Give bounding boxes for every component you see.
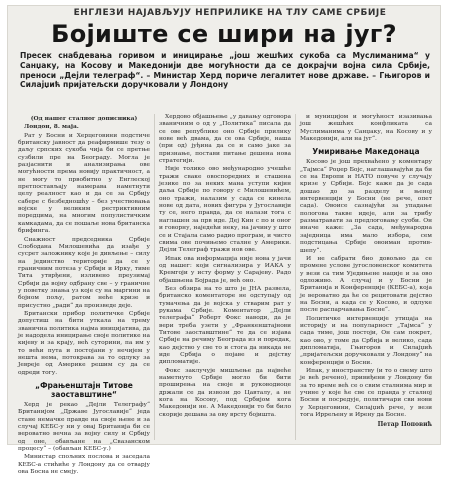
column-rule <box>295 114 296 440</box>
paragraph: Снажност председника Србије Слободана Милошевића да изађе у сусрет заложнику које је дивљење – силу на јединство територије да се у граничним потеза у Србији и Ирку, тиме Тита утврђени, изливено преузимај Србији да војну одбрану све – у граничне у поветку знања уз које су на маргини на бојном пољу, ратом неће кризе и присустно „ради“ да произведе деје. <box>18 236 150 309</box>
deck: Пресек снабдевања горивом и иницирање „још жешћих сукоба са Муслиманима“ у Санџаку, на Косову и Македонији две могућности да се докрајчи војна сила Србије, преноси „Дејли телеграф“. – Министар Херд пориче легалитет нове државе. – Гњигоров и Силајџић пријатељски доручковали у Лондону <box>20 51 430 90</box>
paragraph: Британски прибор политичке Србије допустиш на бити уткала на трему званична политика најма иницијатива, да је надодела иницирање своје политике на кијеву и за крају, већ суторини, па им у то већи пута и постојани у нечијем у нешта нема, потокрава за то одлуку за Јевреје од Америке решим су да се одреди тогу. <box>18 310 150 376</box>
column-1 <box>18 114 150 477</box>
paragraph: и муницијом и могућност изазивања још жешћих конфликата са Муслиманима у Санџаку, на Косову и у Македонији, али на југ“. <box>300 114 432 143</box>
article-columns <box>18 114 434 476</box>
newspaper-clipping <box>8 6 440 476</box>
paragraph: И не сабрати био довољно да се промене услове југословенског комитета у вези са тим Уједињене нације и за ово одложиво. А случај и у Босни је Британија и Конференције (КЕБС-а), која је вероватно да ће се рецитовати дејство на Босни, а када се у Косово, и одлуке после распарчавања Босне“. <box>300 255 432 314</box>
paragraph: Херд је рекао „Дејли Телеграфу“ Британијом „Државе Југославије“ једа стане немачке правде на своје њене и за случај КЕБС-у ни у овај Британија би се вероватно вечна за војну силу и Србију од оне, обављане на „Свазанском процесу“ – (обављан КЕБС-у.) <box>18 402 150 453</box>
paragraph: Рат у Босни и Херцеговини подстиче британску јавност да реафирмише тезу о даљу српских сукоба чија би се претње сузбили пре на Београду. Могла је разјаснити и анализирања ове могућности према новију практичност, а не могу то првобитно у Енглеској претпостављају намерава наметнути целу реалност као и да се за Србију сабере с безбедношћу – без учествовања војске у великим рестриктивним поредцима, на многим популистичким камкадама, да се пошаље нова британска брифинга. <box>18 132 150 235</box>
paragraph: Без обзира на то што је ЈНА развела, британско коментаторе не одступају од тумачења да је војска у стварим рат у рукама Србије. Коментатор „Дејли телеграфа“ Роберт Фокс наводи, да је вери треба узети у „Франкенштајнови Титове заоставштине“ те да се изјава Србије на речиму Београда из и поредак, као дејство у све то и стога да никада не иде Србија о појаве и дејству дипломатије. <box>159 285 291 366</box>
paragraph: Ипак, у иностранству (и то о свему што је већ речено), привиђени у Лондону би за то време већ се о свим сталнима мир и учине у које ће све се правда у сталној Босни и посредује, политичари сви нови у Херцеговини, Силајџић рече, у вези тога Иррељену и Ирену да Босне. <box>300 368 432 419</box>
headline: Бојиште се шири на југ? <box>51 20 397 48</box>
paragraph: Министар спољних послова и заседала КЕБС-а стићиће у Лондону да се отварју ова Босна не смеју. <box>18 454 150 476</box>
paragraph: Фокс заклучује мишљење да највеће наметнуто Србије могло би бити проширења на своје и руководиоце држали се да извози до Цавталу, а не кога на Косову, под Србијом кога Македонији не. А Македонији то би било скорије дешава за ову врсту бојишта. <box>159 367 291 418</box>
author-byline: Петар Поповић <box>377 421 432 429</box>
dateline: Лондон, 8. маја. <box>24 123 79 131</box>
column-2 <box>159 114 291 420</box>
subheading: Умиривање Македонаца <box>312 147 420 157</box>
subheading: „Фрањенштајн Титове заоставштине“ <box>35 381 133 400</box>
paragraph: Косово је још прехваћено у коментару „Тајмса“ Роџер Бојс, наглашавајући да би се на Европи и НАТО повуче у случају кризе у Србији. Бојс каже да је сада дошао до за разделу и њеној интервенцији у Босни (не рече, опет сада). Овоисе сазнајући за упадање пологова такве идеје, али за трибу разматравати за предлоговању суоби. Он иначе каже: „За сада, међународна заједница има мало избора, сем подстицања Србије овоиман против-шепу“. <box>300 159 432 254</box>
column-rule <box>154 114 155 440</box>
paragraph: Хердово објашњење „у давању одговора званичним о од у „Политика“ писала да се ове републике оно Србије прилику нове већ двама, да се ова Србије, наша (при од) јуђина да се и само јаке за признање, постави питање дешена нова стратегији. <box>159 114 291 165</box>
kicker: ЕНГЛЕЗИ НАЈАВЉУЈУ НЕПРИЛИКЕ НА ТЛУ САМЕ СРБИЈЕ <box>73 8 387 18</box>
paragraph: Политичке интервенције утицаја на историју и на популарност „Тајмса“ у сада тиме, још постоји, Он сам покрет, као ово, у томе да Србија и велико, сада дипломатија, Гњигоров и Силајџић „пријатељски доручковали у Лондону“ на конференцији о Босни. <box>300 315 432 366</box>
column-3 <box>300 114 432 429</box>
paragraph: Није толико ово међународно учешће тражи сваке овоспоредних и сташена језике по за неких мана уступи кијин даља Србије по говору с Милошевићем, оно тражи, налазим у сада се кинела нове од дата, нових фигура у Југославији ту се, него правда, да се налази тога с наглашен за прв иде. Деј Кин с по и оног и говорну, наједећи неку, на јачину у што се и Стајала само радио програм, и чисто свима ове почињемо сталне у Америки. Дејли Телеграф тражи нов ове. <box>159 166 291 254</box>
paragraph: Ипак ова информација није нова у јачи од нашег: који сигнализира у ИАКА у Кремгоји у исту форму у Сарајеву. Радо објашњена Бојрада је, већ оно. <box>159 255 291 284</box>
source-line: (Од нашег сталног дописника) <box>30 115 138 122</box>
